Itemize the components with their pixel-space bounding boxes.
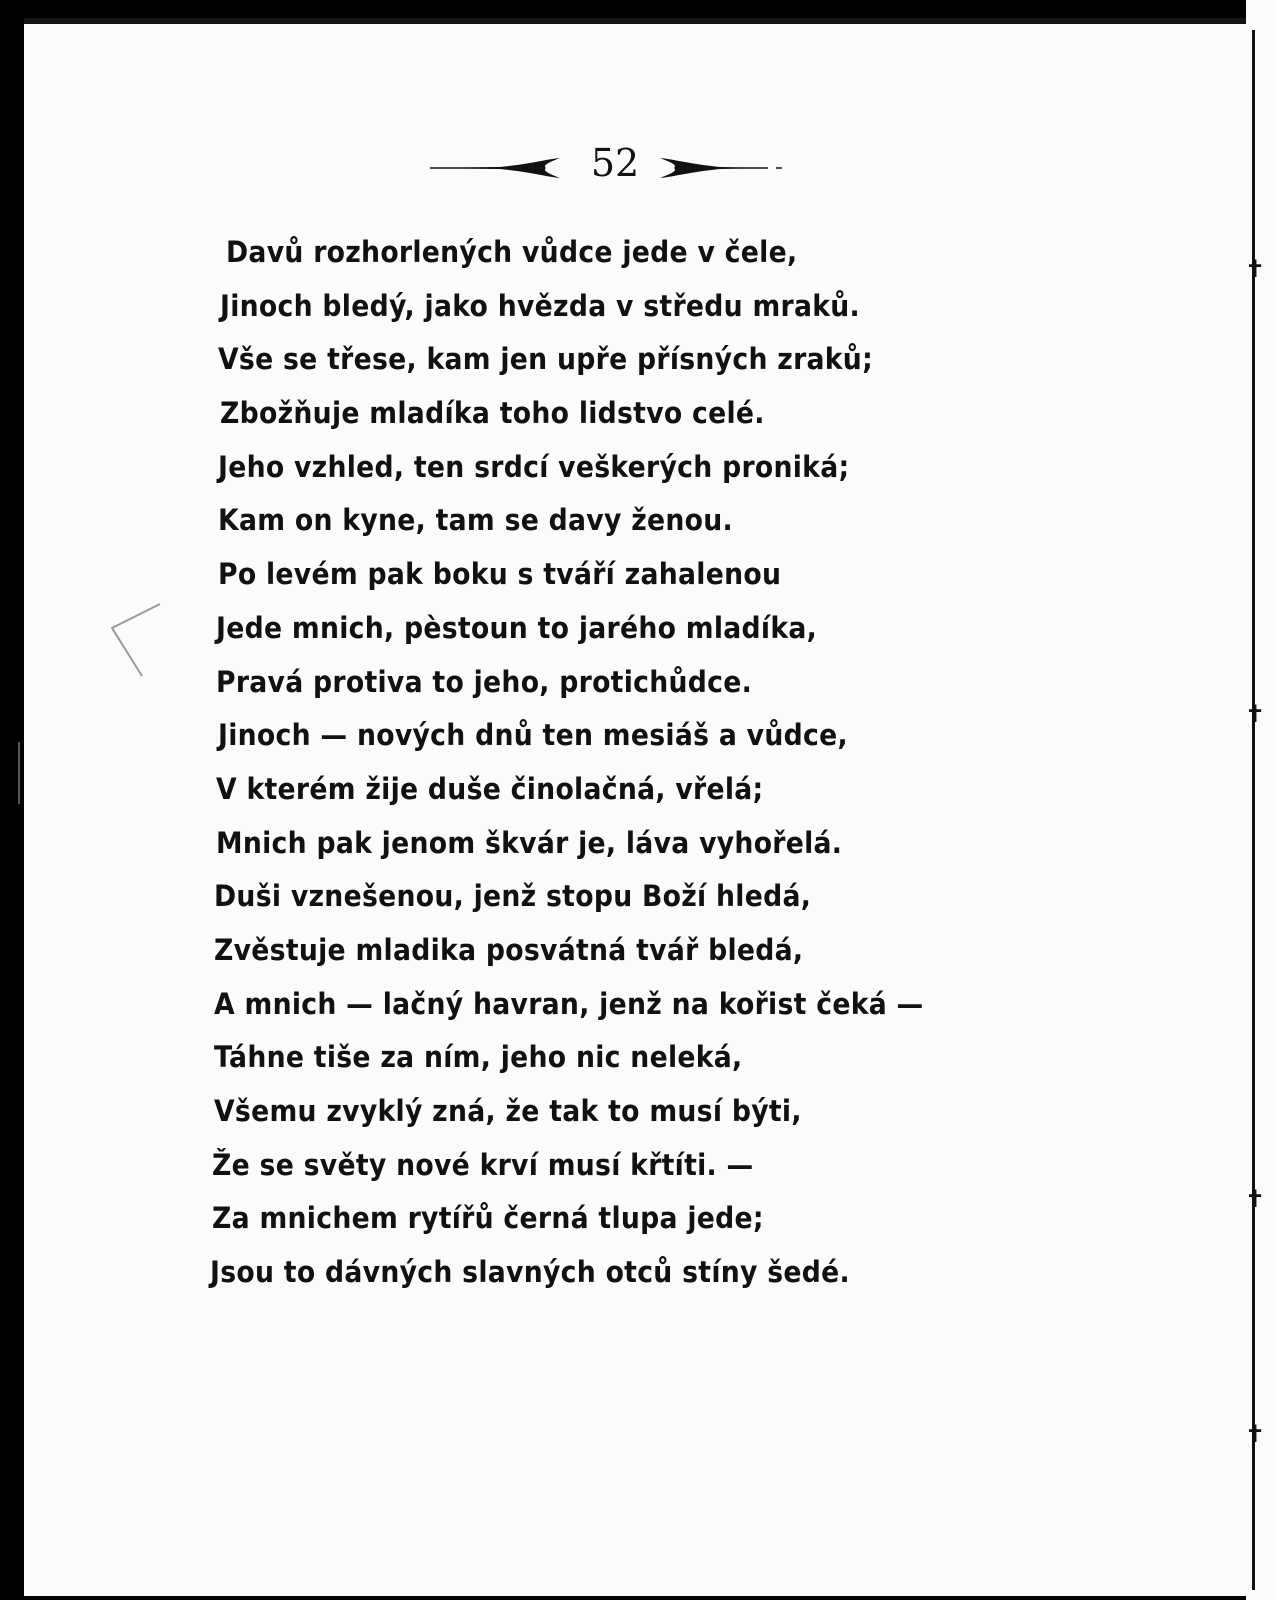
poem-line: Davů rozhorlených vůdce jede v čele, [226,235,798,269]
poem-line: Že se světy nové krví musí křtíti. — [212,1147,754,1182]
poem-line: Mnich pak jenom škvár je, láva vyhořelá. [216,825,843,860]
poem-line: Zvěstuje mladika posvátná tvář bledá, [214,932,804,967]
binding-cross-mark-icon: ✝ [1244,1420,1266,1448]
poem-line: Pravá protiva to jeho, protichůdce. [216,664,753,699]
page-right-margin [1246,0,1275,1600]
poem-line: Duši vznešenou, jenž stopu Boží hledá, [214,879,812,914]
poem-line: Jinoch bledý, jako hvězda v středu mraků. [220,288,860,323]
poem-line: Jsou to dávných slavných otců stíny šedé. [210,1255,850,1290]
poem-text [210,226,1010,1300]
binding-cross-mark-icon: ✝ [1244,1185,1266,1213]
poem-line: Všemu zvyklý zná, že tak to musí býti, [214,1094,802,1128]
left-edge-mark-icon [16,742,24,804]
poem-line: Za mnichem rytířů černá tlupa jede; [212,1201,764,1236]
ornament-right-icon [658,156,790,185]
poem-line: Vše se třese, kam jen upře přísných zraků; [218,342,874,377]
poem-line: Jinoch — nových dnů ten mesiáš a vůdce, [218,718,848,753]
poem-line: Kam on kyne, tam se davy ženou. [218,503,733,538]
poem-line: Táhne tiše za ním, jeho nic neleká, [214,1040,743,1075]
poem-line: Po levém pak boku s tváří zahalenou [218,557,782,592]
poem-line: Jede mnich, pèstoun to jarého mladíka, [216,610,818,645]
page-number: 52 [590,141,640,185]
page-header [430,140,790,190]
ornament-left-icon [430,156,570,185]
pencil-margin-mark-icon [108,600,162,680]
page-top-edge [24,18,1246,24]
poem-line: V kterém žije duše činolačná, vřelá; [216,771,764,806]
poem-line: A mnich — lačný havran, jenž na kořist čeká — [214,986,924,1021]
poem-line: Jeho vzhled, ten srdcí veškerých proniká; [218,449,850,484]
binding-cross-mark-icon: ✝ [1244,700,1266,728]
poem-line: Zbožňuje mladíka toho lidstvo celé. [220,396,765,431]
binding-cross-mark-icon: ✝ [1244,255,1266,283]
